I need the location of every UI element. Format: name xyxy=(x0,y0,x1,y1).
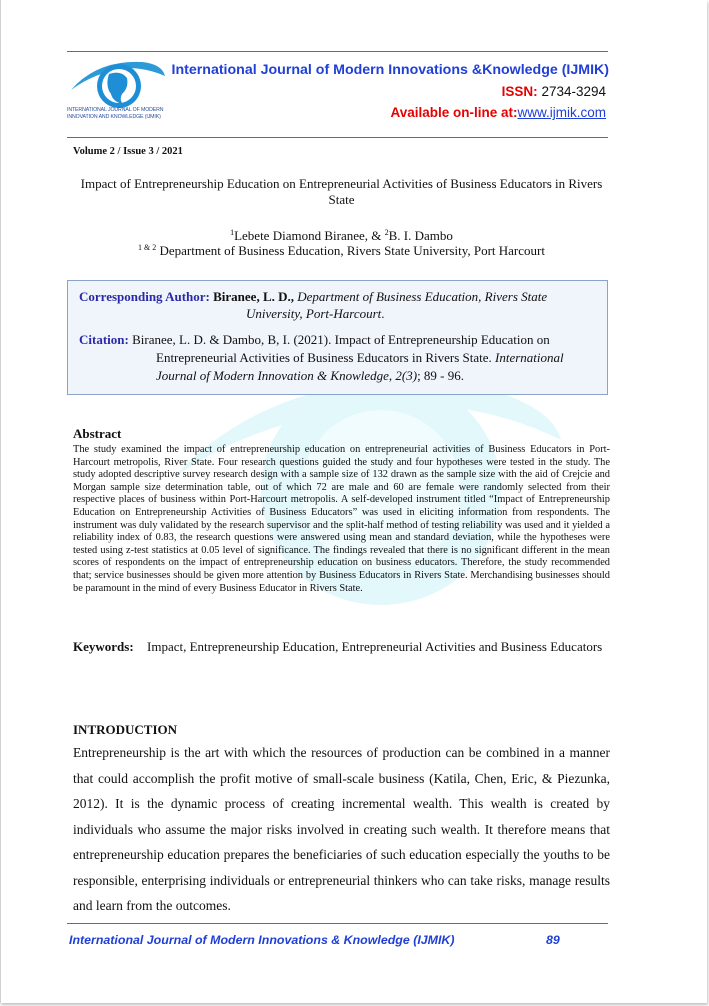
journal-logo-icon xyxy=(67,56,167,134)
author-line: $^1$Lebete Diamond Biranee, & $^2$B. I. Dambo xyxy=(230,228,453,243)
online-availability xyxy=(390,105,606,120)
journal-website-link[interactable]: www.ijmik.com xyxy=(517,105,606,120)
introduction-heading: INTRODUCTION xyxy=(73,722,178,737)
abstract-text: The study examined the impact of entrepreneurship education on entrepreneurial activities of Business Educators in Port-Harcourt metropolis, River State. Four research questions guided the study and four hypotheses were tested in the study. The study adopted descriptive survey research design with a sample size of 132 drawn as the sample size with the aid of Crejcie and Morgan sample size determination table, out of which 72 are male and 60 are female were randomly selected from their respective places of business within Port-Harcourt metropolis. A self-developed instrument titled “Impact of Entrepreneurship Education on Entrepreneurship Activities of Business Educators” was used in eliciting information from respondents. The instrument was duly validated by the research supervisor and the split-half method of testing reliability was used and it yielded a reliability index of 0.83, the research questions were answered using mean and standard deviation, while the hypotheses were tested using z-test statistics at 0.05 level of significance. The findings revealed that there is no significant different in the mean scores of respondents on the impact of entrepreneurship education on business educators. Therefore, the study recommended that; service businesses should be given more attention by Business Educators in Rivers State. Merchandising businesses should be paramount in the mind of every Business Educator in Rivers State. xyxy=(73,444,610,594)
affiliation-line: $^{1 \& 2}$ Department of Business Education, Rivers State University, Port Harcourt xyxy=(138,243,545,258)
keywords-label: Keywords: xyxy=(73,639,134,654)
volume-issue: Volume 2 / Issue 3 / 2021 xyxy=(73,146,183,157)
keywords-value: Impact, Entrepreneurship Education, Entrepreneurial Activities and Business Educators xyxy=(147,639,603,654)
header-rule-top xyxy=(67,51,608,52)
issn-value: 2734-3294 xyxy=(541,84,606,99)
paper-title: Impact of Entrepreneurship Education on Entrepreneurial Activities of Business Educators in Rivers State xyxy=(80,176,603,207)
logo-caption: INTERNATIONAL JOURNAL OF MODERN INNOVATION AND KNOWLEDGE (IJMIK) xyxy=(67,107,164,120)
footer-journal: International Journal of Modern Innovations & Knowledge (IJMIK) xyxy=(69,933,455,947)
issn-label: ISSN: xyxy=(501,84,538,99)
journal-title: International Journal of Modern Innovations &Knowledge (IJMIK) xyxy=(171,62,609,78)
footer-rule xyxy=(67,923,608,924)
keywords xyxy=(73,639,610,655)
issn xyxy=(502,84,606,99)
abstract-heading: Abstract xyxy=(73,426,122,441)
header-rule-bottom xyxy=(67,137,608,138)
corresponding-author: Corresponding Author: Biranee, L. D., Department of Business Education, Rivers State University, Port-Harcourt. xyxy=(79,289,548,321)
online-label: Available on-line at: xyxy=(390,105,518,120)
citation-box xyxy=(67,280,608,395)
corresponding-author-label: Corresponding Author: xyxy=(79,289,210,304)
authors-block xyxy=(73,228,610,258)
introduction-text: Entrepreneurship is the art with which the resources of production can be combined in a manner that could accomplish the profit motive of small-scale business (Katila, Chen, Eric, & Piezunka, 2012). It is the dynamic process of creating incremental wealth. This wealth is created by individuals who assume the major risks involved in creating such wealth. It therefore means that entrepreneurship education prepares the beneficiaries of such education especially the youths to be responsible, enterprising individuals or entrepreneurial thinkers who can take risks, manage results and learn from the outcomes. xyxy=(73,745,610,913)
corresponding-author-name: Biranee, L. D., xyxy=(213,289,295,304)
citation-label: Citation: xyxy=(79,332,129,347)
page-number: 89 xyxy=(546,933,560,947)
citation: Citation: Biranee, L. D. & Dambo, B, I. (2021). Impact of Entrepreneurship Education on Entrepreneurial Activities of Business Educators in Rivers State. International Journal of Modern Innovation & Knowledge, 2(3); 89 - 96. xyxy=(79,332,564,383)
